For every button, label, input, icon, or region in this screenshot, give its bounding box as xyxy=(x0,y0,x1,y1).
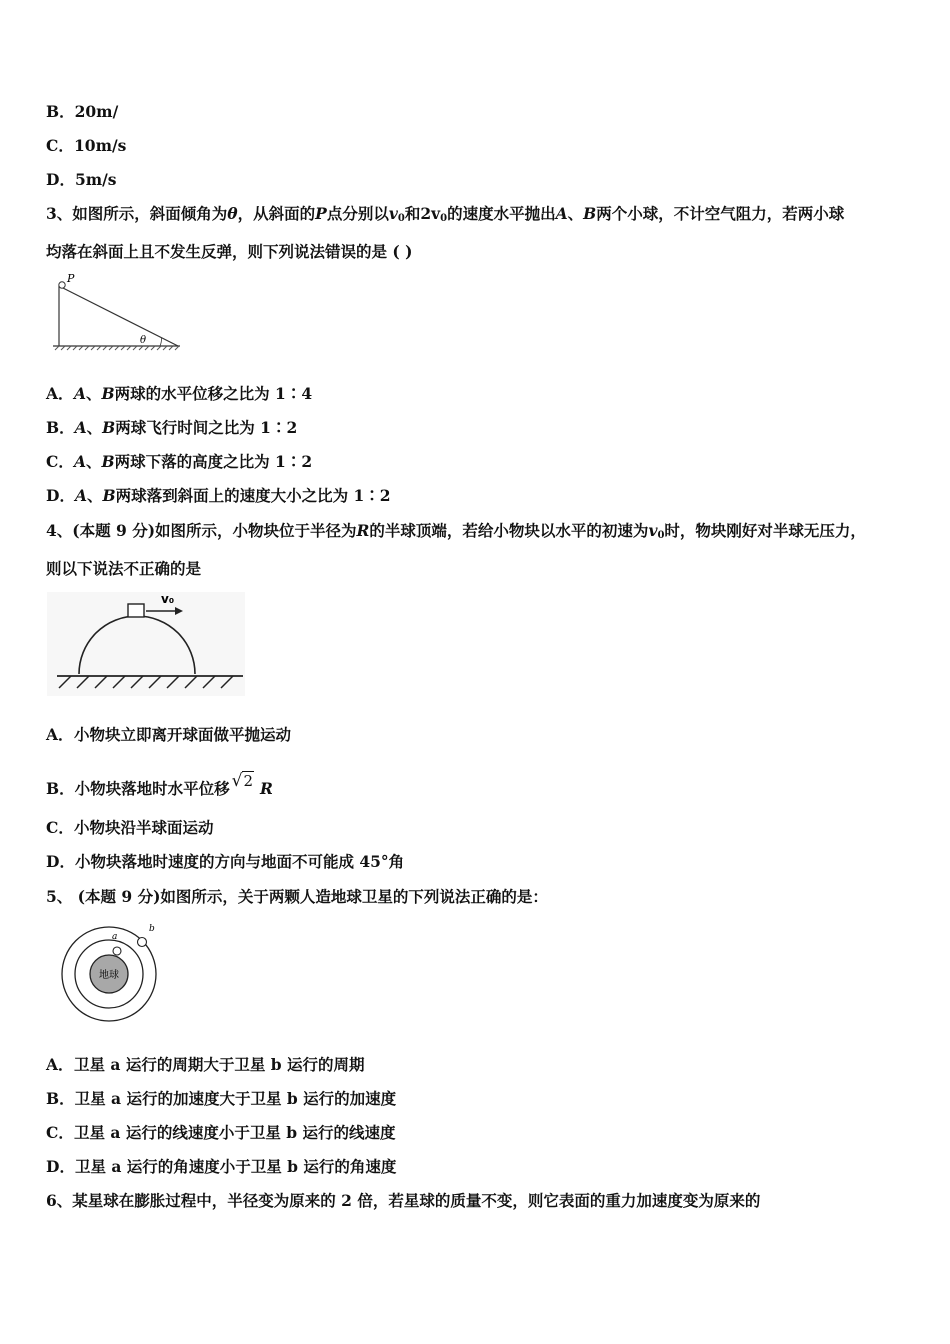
velocity-symbol: 2v xyxy=(420,204,441,223)
label-b: b xyxy=(149,924,155,934)
option-text: 20m/ xyxy=(74,102,119,121)
radius-symbol: R xyxy=(356,521,370,540)
subscript: 0 xyxy=(440,213,448,224)
q3-option-a xyxy=(46,384,312,404)
option-letter: D． xyxy=(46,486,75,505)
option-letter: A． xyxy=(46,725,74,744)
q4-stem-line1 xyxy=(46,521,866,546)
point-p: P xyxy=(315,204,327,223)
q2-option-d xyxy=(46,170,117,190)
text: 、 xyxy=(86,486,103,505)
option-text: 10m/s xyxy=(74,136,127,155)
option-letter: C． xyxy=(46,452,74,471)
option-letter: D． xyxy=(46,852,75,871)
velocity-symbol: v xyxy=(388,204,398,223)
q6-stem-line1: 6、某星球在膨胀过程中，半径变为原来的 2 倍，若星球的质量不变，则它表面的重力加速度变为原来的 xyxy=(46,1191,761,1210)
option-letter: C． xyxy=(46,818,74,837)
q3-option-c xyxy=(46,452,312,472)
q4-option-d xyxy=(46,852,404,872)
option-text: 两球下落的高度之比为 1∶2 xyxy=(114,452,313,471)
text: 点分别以 xyxy=(326,204,389,223)
label-v0: v₀ xyxy=(161,592,175,606)
option-text: 两球落到斜面上的速度大小之比为 1∶2 xyxy=(115,486,391,505)
satellite-b xyxy=(138,938,147,947)
option-letter: B． xyxy=(46,102,75,121)
text: 和 xyxy=(404,204,421,223)
q5-option-a xyxy=(46,1055,364,1075)
subscript: 0 xyxy=(657,530,665,541)
ball-a: A xyxy=(555,204,568,223)
ground-hatching xyxy=(55,346,179,350)
q4-option-b xyxy=(46,771,273,799)
theta-symbol: θ xyxy=(227,204,238,223)
option-text: 小物块沿半球面运动 xyxy=(74,818,214,837)
option-text: 两球的水平位移之比为 1∶4 xyxy=(114,384,313,403)
text: 4、(本题 9 分)如图所示，小物块位于半径为 xyxy=(46,521,357,540)
option-text: 小物块落地时速度的方向与地面不可能成 45°角 xyxy=(74,852,405,871)
ball-b: B xyxy=(102,486,116,505)
option-text: 小物块落地时水平位移 xyxy=(74,779,230,798)
option-text: 卫星 a 运行的周期大于卫星 b 运行的周期 xyxy=(74,1055,365,1074)
text: 的速度水平抛出 xyxy=(447,204,556,223)
q5-option-b xyxy=(46,1089,396,1109)
option-letter: B． xyxy=(46,779,75,798)
ball-b: B xyxy=(101,452,115,471)
sqrt-symbol: √2 xyxy=(231,771,254,791)
block xyxy=(128,604,144,617)
velocity-symbol: v xyxy=(648,521,658,540)
radius-symbol: R xyxy=(260,779,273,798)
option-letter: D． xyxy=(46,170,75,189)
ball-b: B xyxy=(102,418,116,437)
text: 、 xyxy=(86,418,103,437)
angle-arc xyxy=(160,338,162,346)
text: 3、如图所示，斜面倾角为 xyxy=(46,204,228,223)
satellite-a xyxy=(113,947,121,955)
option-text: 两球飞行时间之比为 1∶2 xyxy=(115,418,298,437)
option-text: 小物块立即离开球面做平抛运动 xyxy=(74,725,292,744)
sqrt-radicand: 2 xyxy=(243,772,254,790)
text: ，从斜面的 xyxy=(237,204,316,223)
option-letter: C． xyxy=(46,136,74,155)
option-letter: A． xyxy=(46,1055,74,1074)
text: 时，物块刚好对半球无压力， xyxy=(664,521,866,540)
q5-stem-line1: 5、 (本题 9 分)如图所示，关于两颗人造地球卫星的下列说法正确的是： xyxy=(46,887,548,906)
q5-option-d xyxy=(46,1157,396,1177)
option-letter: D． xyxy=(46,1157,75,1176)
ball-a: A xyxy=(74,486,87,505)
label-theta: θ xyxy=(140,335,147,346)
label-p: P xyxy=(67,272,75,285)
ball-p xyxy=(59,282,65,288)
incline-slope xyxy=(59,286,178,346)
q5-option-c xyxy=(46,1123,395,1143)
option-text: 卫星 a 运行的加速度大于卫星 b 运行的加速度 xyxy=(74,1089,397,1108)
text: 的半球顶端，若给小物块以水平的初速为 xyxy=(369,521,649,540)
q4-stem-line2: 则以下说法不正确的是 xyxy=(46,559,202,578)
ball-b: B xyxy=(583,204,597,223)
q4-option-a xyxy=(46,725,291,745)
q3-option-b xyxy=(46,418,297,438)
text: 、 xyxy=(567,204,584,223)
label-a: a xyxy=(112,932,118,942)
q3-stem-line1 xyxy=(46,204,844,229)
option-text: 卫星 a 运行的角速度小于卫星 b 运行的角速度 xyxy=(74,1157,397,1176)
option-text: 5m/s xyxy=(74,170,117,189)
orbit-figure xyxy=(56,918,166,1024)
q4-option-c xyxy=(46,818,214,838)
incline-figure xyxy=(50,272,182,354)
ball-a: A xyxy=(74,452,87,471)
q3-option-d xyxy=(46,486,391,506)
q3-stem-line2: 均落在斜面上且不发生反弹，则下列说法错误的是 ( ) xyxy=(46,242,413,261)
text: 、 xyxy=(86,384,102,403)
label-earth: 地球 xyxy=(99,970,119,981)
subscript: 0 xyxy=(397,213,405,224)
q2-option-c xyxy=(46,136,126,156)
text: 、 xyxy=(86,452,102,471)
option-text: 卫星 a 运行的线速度小于卫星 b 运行的线速度 xyxy=(74,1123,396,1142)
q2-option-b xyxy=(46,102,118,122)
ball-a: A xyxy=(74,384,87,403)
text: 两个小球，不计空气阻力，若两小球 xyxy=(596,204,845,223)
option-letter: A． xyxy=(46,384,74,403)
option-letter: B． xyxy=(46,418,75,437)
ball-b: B xyxy=(101,384,115,403)
option-letter: C． xyxy=(46,1123,74,1142)
hemisphere-figure xyxy=(47,592,245,696)
option-letter: B． xyxy=(46,1089,75,1108)
figure-background xyxy=(47,592,245,696)
ball-a: A xyxy=(74,418,87,437)
